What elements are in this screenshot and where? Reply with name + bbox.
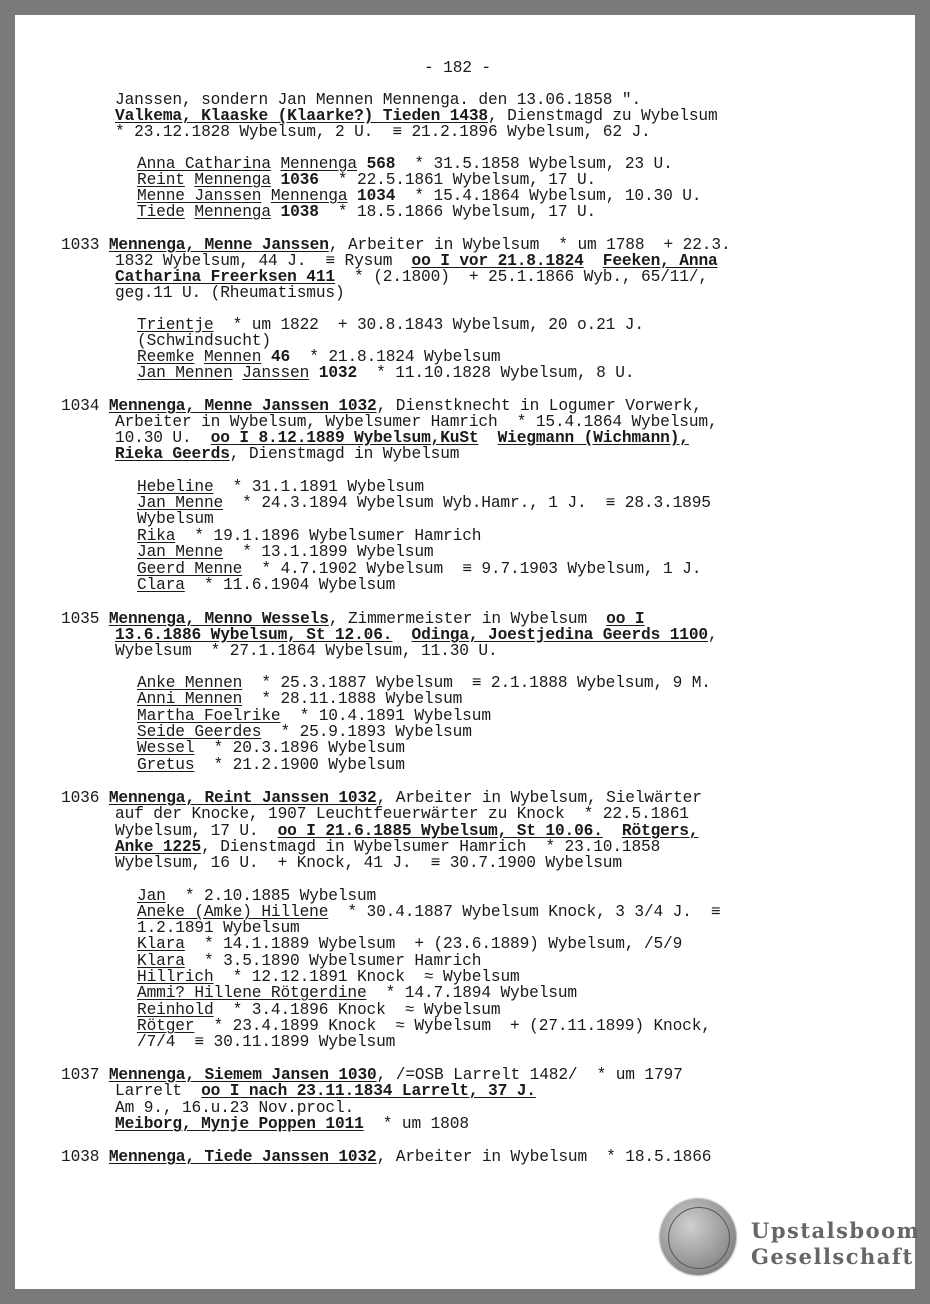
underlined-name: Anna Catharina [137, 155, 271, 173]
brand-name-line1: Upstalsboom [751, 1218, 921, 1243]
text-span: * 11.10.1828 Wybelsum, 8 U. [357, 364, 635, 382]
text-span: Arbeiter in Wybelsum, Wybelsumer Hamrich * 15.4.1864 Wybelsum, [115, 413, 718, 431]
underlined-name: Meiborg, Mynje Poppen 1011 [115, 1115, 364, 1133]
underlined-name: Menne Janssen [137, 187, 262, 205]
text-line [115, 414, 718, 430]
underlined-name: Reemke [137, 348, 195, 366]
text-line [137, 1002, 500, 1018]
text-line [137, 188, 701, 204]
text-span: * 2.10.1885 Wybelsum [165, 887, 377, 905]
underlined-name: Martha Foelrike [137, 707, 281, 725]
text-span: , [708, 626, 718, 644]
text-line [137, 675, 711, 691]
underlined-name: Valkema, Klaaske (Klaarke?) Tieden 1438 [115, 107, 488, 125]
underlined-name: oo I 8.12.1889 Wybelsum,KuSt [210, 429, 479, 447]
text-span: * 22.5.1861 Wybelsum, 17 U. [318, 171, 597, 189]
text-line [137, 985, 577, 1001]
text-span: * (2.1800) + 25.1.1866 Wyb., 65/11/, [334, 268, 708, 286]
text-span: , Zimmermeister in Wybelsum [328, 610, 607, 628]
text-span: * 28.11.1888 Wybelsum [242, 690, 463, 708]
underlined-name: Reint [137, 171, 185, 189]
text-span: * 21.2.1900 Wybelsum [194, 756, 405, 774]
text-line [115, 627, 718, 643]
underlined-name: Rötger [137, 1017, 195, 1035]
text-line [115, 1116, 469, 1132]
underlined-name: Gretus [137, 756, 195, 774]
text-span: , Arbeiter in Wybelsum * um 1788 + 22.3. [328, 236, 731, 254]
underlined-name: Wiegmann (Wichmann), [497, 429, 689, 447]
underlined-name: Feeken, Anna [602, 252, 718, 270]
underlined-name: Mennenga, Siemem Jansen 1030 [108, 1066, 377, 1084]
text-line [115, 269, 708, 285]
text-line [137, 495, 711, 511]
text-line [115, 1083, 536, 1099]
text-line [137, 920, 300, 936]
underlined-name: Mennenga [270, 187, 348, 205]
text-line [115, 108, 718, 124]
underlined-name: Janssen [242, 364, 310, 382]
text-span: * 30.4.1887 Wybelsum Knock, 3 3/4 J. ≡ [328, 903, 721, 921]
text-span: geg.11 U. (Rheumatismus) [115, 284, 345, 302]
underlined-name: Mennenga, Menno Wessels [108, 610, 329, 628]
text-span: , /=OSB Larrelt 1482/ * um 1797 [376, 1066, 683, 1084]
underlined-name: Mennenga [280, 155, 357, 173]
underlined-name: Seide Geerdes [137, 723, 262, 741]
underlined-name: Jan [137, 887, 166, 905]
underlined-name: Catharina Freerksen 411 [115, 268, 335, 286]
bold-number: 1038 [280, 203, 319, 221]
bold-number: 1036 [280, 171, 319, 189]
text-line [115, 806, 689, 822]
text-line [115, 253, 718, 269]
text-span: , Dienstmagd in Wybelsumer Hamrich * 23.10.1858 [201, 838, 661, 856]
underlined-name: Ammi? Hillene Rötgerdine [137, 984, 367, 1002]
underlined-name: Jan Menne [137, 494, 224, 512]
page-number [424, 60, 491, 76]
underlined-name: Hebeline [137, 478, 214, 496]
text-span: * 25.3.1887 Wybelsum ≡ 2.1.1888 Wybelsum, 9 M. [242, 674, 711, 692]
text-span: * 3.5.1890 Wybelsumer Hamrich [184, 952, 482, 970]
text-line [137, 349, 501, 365]
brand-name-line2: Gesellschaft [751, 1244, 914, 1269]
text-line [115, 446, 459, 462]
text-line [115, 92, 641, 108]
underlined-name: oo I vor 21.8.1824 [411, 252, 584, 270]
underlined-name: Rötgers, [621, 822, 699, 840]
text-span: * 31.1.1891 Wybelsum [213, 478, 424, 496]
text-line [137, 204, 596, 220]
text-line [137, 561, 701, 577]
text-span: , Dienstknecht in Logumer Vorwerk, [376, 397, 702, 415]
text-span: Am 9., 16.u.23 Nov.procl. [115, 1099, 355, 1117]
text-span: Wybelsum [137, 510, 214, 528]
text-span: * um 1808 [363, 1115, 469, 1133]
text-line [115, 823, 698, 839]
text-span: * 14.7.1894 Wybelsum [366, 984, 577, 1002]
text-line [137, 333, 271, 349]
text-span: 1036 [61, 789, 109, 807]
text-line [61, 237, 731, 253]
text-span: , Arbeiter in Wybelsum * 18.5.1866 [376, 1148, 712, 1166]
underlined-name: Anke 1225 [115, 838, 202, 856]
underlined-name: 13.6.1886 Wybelsum, St 12.06. [115, 626, 393, 644]
text-span: * 10.4.1891 Wybelsum [280, 707, 491, 725]
underlined-name: Mennenga, Reint Janssen 1032 [108, 789, 377, 807]
underlined-name: oo I [606, 610, 645, 628]
text-span: Wybelsum, 17 U. [115, 822, 278, 840]
text-line [137, 528, 481, 544]
underlined-name: Odinga, Joestjedina Geerds 1100 [411, 626, 708, 644]
text-span: * 4.7.1902 Wybelsum ≡ 9.7.1903 Wybelsum, 1 J. [242, 560, 702, 578]
text-line [137, 757, 405, 773]
bold-number: 46 [270, 348, 291, 366]
underlined-name: Mennenga, Menne Janssen 1032 [108, 397, 377, 415]
text-span: , Dienstmagd in Wybelsum [229, 445, 460, 463]
text-span: auf der Knocke, 1907 Leuchtfeuerwärter zu Knock * 22.5.1861 [115, 805, 689, 823]
text-line [137, 708, 491, 724]
text-line [137, 544, 434, 560]
text-span: Wybelsum, 16 U. + Knock, 41 J. ≡ 30.7.1900 Wybelsum [115, 854, 622, 872]
text-line [115, 285, 345, 301]
text-line [137, 953, 481, 969]
text-span: * 18.5.1866 Wybelsum, 17 U. [318, 203, 597, 221]
text-line [137, 172, 596, 188]
underlined-name: Mennenga [194, 203, 271, 221]
text-line [137, 511, 214, 527]
text-line [115, 430, 689, 446]
bold-number: 1034 [357, 187, 396, 205]
text-span: * 13.1.1899 Wybelsum [223, 543, 434, 561]
text-line [61, 398, 702, 414]
text-line [137, 936, 682, 952]
text-span: * 19.1.1896 Wybelsumer Hamrich [175, 527, 482, 545]
text-line [61, 790, 702, 806]
text-line [115, 643, 498, 659]
text-line [137, 317, 644, 333]
underlined-name: oo I nach 23.11.1834 Larrelt, 37 J. [201, 1082, 536, 1100]
text-line [137, 904, 720, 920]
text-span: (Schwindsucht) [137, 332, 271, 350]
text-span: * 11.6.1904 Wybelsum [184, 576, 396, 594]
text-span: * um 1822 + 30.8.1843 Wybelsum, 20 o.21 J. [213, 316, 644, 334]
text-line [61, 1149, 711, 1165]
text-line [115, 124, 651, 140]
text-span: * 23.12.1828 Wybelsum, 2 U. ≡ 21.2.1896 Wybelsum, 62 J. [115, 123, 651, 141]
underlined-name: Jan Menne [137, 543, 224, 561]
seal-icon [660, 1199, 736, 1275]
text-line [137, 577, 395, 593]
text-span [271, 203, 281, 221]
underlined-name: Clara [137, 576, 185, 594]
text-span: Wybelsum * 27.1.1864 Wybelsum, 11.30 U. [115, 642, 498, 660]
text-line [137, 156, 673, 172]
underlined-name: oo I 21.6.1885 Wybelsum, St 10.06. [277, 822, 603, 840]
underlined-name: Hillrich [137, 968, 214, 986]
text-line [137, 969, 520, 985]
text-span [309, 364, 319, 382]
text-span: * 31.5.1858 Wybelsum, 23 U. [395, 155, 673, 173]
underlined-name: Mennenga [194, 171, 271, 189]
text-span [478, 429, 497, 447]
text-span: Janssen, sondern Jan Mennen Mennenga. den 13.06.1858 ". [115, 91, 642, 109]
text-line [61, 1067, 683, 1083]
document-page [15, 15, 921, 1289]
text-line [115, 855, 622, 871]
text-span: * 25.9.1893 Wybelsum [261, 723, 472, 741]
text-span: * 15.4.1864 Wybelsum, 10.30 U. [395, 187, 702, 205]
bold-number: 1032 [318, 364, 358, 382]
underlined-name: Wessel [137, 739, 195, 757]
text-span: - 182 - [424, 59, 491, 77]
underlined-name: Rika [137, 527, 176, 545]
underlined-name: Mennenga, Tiede Janssen 1032 [108, 1148, 377, 1166]
text-span: * 24.3.1894 Wybelsum Wyb.Hamr., 1 J. ≡ 28.3.1895 [223, 494, 711, 512]
text-span: , Arbeiter in Wybelsum, Sielwärter [376, 789, 702, 807]
text-line [137, 1018, 711, 1034]
text-span [233, 364, 243, 382]
text-line [137, 479, 424, 495]
underlined-name: Trientje [137, 316, 214, 334]
text-span: 1035 [61, 610, 109, 628]
underlined-name: Rieka Geerds [115, 445, 230, 463]
underlined-name: Aneke (Amke) Hillene [137, 903, 329, 921]
text-span: Larrelt [115, 1082, 202, 1100]
text-span: 1033 [61, 236, 109, 254]
text-span: * 12.12.1891 Knock ≈ Wybelsum [213, 968, 520, 986]
text-line [115, 839, 660, 855]
underlined-name: Reinhold [137, 1001, 214, 1019]
text-span: 1832 Wybelsum, 44 J. ≡ Rysum [115, 252, 412, 270]
underlined-name: Mennenga, Menne Janssen [108, 236, 329, 254]
text-span: * 20.3.1896 Wybelsum [194, 739, 405, 757]
underlined-name: Tiede [137, 203, 185, 221]
underlined-name: Mennen [203, 348, 262, 366]
text-line [137, 1034, 395, 1050]
underlined-name: Jan Mennen [137, 364, 233, 382]
text-line [115, 1100, 354, 1116]
text-line [137, 888, 376, 904]
text-span: 1034 [61, 397, 109, 415]
text-line [137, 740, 405, 756]
text-span: * 14.1.1889 Wybelsum + (23.6.1889) Wybelsum, /5/9 [184, 935, 683, 953]
text-span: 1038 [61, 1148, 109, 1166]
text-span: * 23.4.1899 Knock ≈ Wybelsum + (27.11.1899) Knock, [194, 1017, 711, 1035]
underlined-name: Klara [137, 952, 185, 970]
text-span [185, 203, 195, 221]
underlined-name: Geerd Menne [137, 560, 243, 578]
text-span: 10.30 U. [115, 429, 211, 447]
text-line [137, 691, 462, 707]
text-span: * 21.8.1824 Wybelsum [290, 348, 501, 366]
text-line [137, 724, 472, 740]
text-line [137, 365, 634, 381]
text-line [61, 611, 644, 627]
underlined-name: Anke Mennen [137, 674, 243, 692]
text-span: 1037 [61, 1066, 109, 1084]
text-span: , Dienstmagd zu Wybelsum [488, 107, 718, 125]
underlined-name: Anni Mennen [137, 690, 243, 708]
underlined-name: Klara [137, 935, 185, 953]
text-span: 1.2.1891 Wybelsum [137, 919, 300, 937]
text-span: /7/4 ≡ 30.11.1899 Wybelsum [137, 1033, 396, 1051]
bold-number: 568 [366, 155, 396, 173]
text-span: * 3.4.1896 Knock ≈ Wybelsum [213, 1001, 501, 1019]
